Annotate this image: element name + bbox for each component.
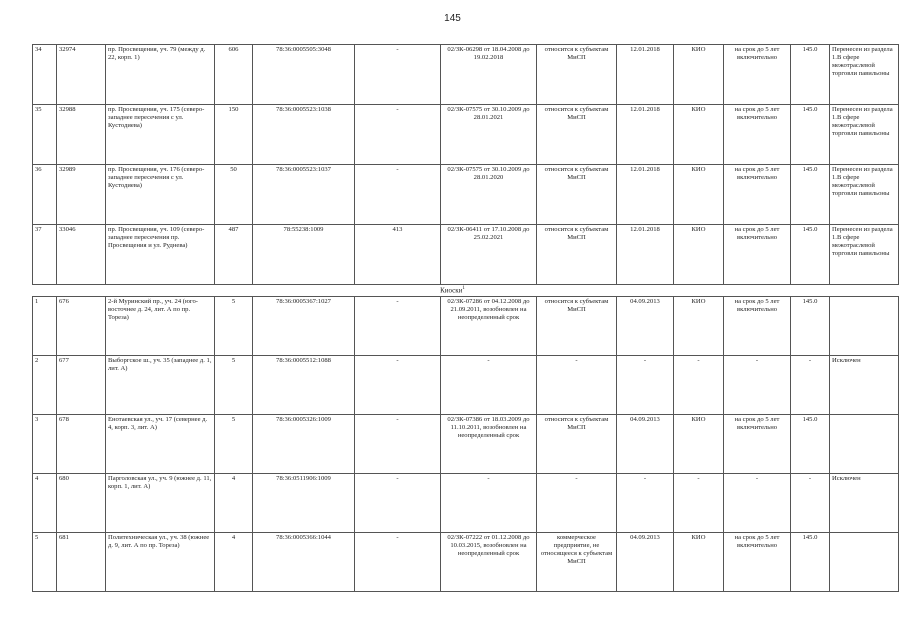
cell-contract: - xyxy=(441,474,537,533)
cell-authority: - xyxy=(674,474,724,533)
cell-term: на срок до 5 лет включительно xyxy=(724,165,791,225)
cell-note: Перенесен из раздела 1.В сфере межотраслевой торговли павильоны xyxy=(830,45,899,105)
table-row xyxy=(33,474,899,533)
cell-note: Исключен xyxy=(830,356,899,415)
cell-address: Политехническая ул., уч. 38 (южнее д. 9, лит. А по пр. Тореза) xyxy=(106,533,215,592)
cell-cadastral-number: 78:36:0005366:1044 xyxy=(253,533,355,592)
cell-note: Исключен xyxy=(830,474,899,533)
cell-subject-type: относится к субъектам МиСП xyxy=(537,165,617,225)
cell-number: 2 xyxy=(33,356,57,415)
cell-area-alt: - xyxy=(355,533,441,592)
table-row xyxy=(33,415,899,474)
cell-number: 36 xyxy=(33,165,57,225)
cell-number: 1 xyxy=(33,297,57,356)
cell-cadastral-number: 78:36:0005523:1037 xyxy=(253,165,355,225)
cell-code: 145.0 xyxy=(791,45,830,105)
cell-cadastral-number: 78:36:0005326:1009 xyxy=(253,415,355,474)
cell-authority: КИО xyxy=(674,415,724,474)
cell-code: 145.0 xyxy=(791,533,830,592)
cell-subject-type: относится к субъектам МиСП xyxy=(537,45,617,105)
cell-address: Выборгское ш., уч. 35 (западнее д. 1, лит. А) xyxy=(106,356,215,415)
cell-date: 12.01.2018 xyxy=(617,225,674,285)
registry-table-pavilions xyxy=(32,44,899,285)
cell-area-alt: - xyxy=(355,415,441,474)
cell-code: 145.0 xyxy=(791,225,830,285)
cell-cadastral-number: 78:36:0005505:3048 xyxy=(253,45,355,105)
cell-subject-type: - xyxy=(537,356,617,415)
cell-code: - xyxy=(791,356,830,415)
cell-term: на срок до 5 лет включительно xyxy=(724,533,791,592)
table-row xyxy=(33,356,899,415)
cell-address: пр. Просвещения, уч. 175 (северо-западнее пересечения с ул. Кустодиева) xyxy=(106,105,215,165)
cell-object-id: 32989 xyxy=(57,165,106,225)
cell-area-alt: - xyxy=(355,474,441,533)
cell-object-id: 681 xyxy=(57,533,106,592)
cell-subject-type: - xyxy=(537,474,617,533)
table-row xyxy=(33,533,899,592)
cell-cadastral-number: 78:55238:1009 xyxy=(253,225,355,285)
cell-number: 35 xyxy=(33,105,57,165)
cell-authority: КИО xyxy=(674,533,724,592)
cell-area: 5 xyxy=(215,297,253,356)
cell-date: 12.01.2018 xyxy=(617,45,674,105)
cell-address: Парголовская ул., уч. 9 (южнее д. 11, корп. 1, лит. А) xyxy=(106,474,215,533)
cell-area-alt: - xyxy=(355,165,441,225)
cell-object-id: 32988 xyxy=(57,105,106,165)
cell-note xyxy=(830,533,899,592)
cell-number: 37 xyxy=(33,225,57,285)
table-row xyxy=(33,105,899,165)
cell-area: 606 xyxy=(215,45,253,105)
cell-code: 145.0 xyxy=(791,105,830,165)
cell-date: - xyxy=(617,474,674,533)
cell-cadastral-number: 78:36:0005512:1088 xyxy=(253,356,355,415)
cell-address: пр. Просвещения, уч. 176 (северо-западнее пересечения с ул. Кустодиева) xyxy=(106,165,215,225)
registry-table-kiosks xyxy=(32,296,899,592)
cell-area-alt: - xyxy=(355,45,441,105)
cell-address: Енотаевская ул., уч. 17 (севернее д. 4, корп. 3, лит. А) xyxy=(106,415,215,474)
cell-number: 3 xyxy=(33,415,57,474)
cell-code: 145.0 xyxy=(791,165,830,225)
cell-contract: 02/ЗК-07286 от 04.12.2008 до 21.09.2011, возобновлен на неопределенный срок xyxy=(441,297,537,356)
cell-contract: 02/ЗК-06298 от 18.04.2008 до 19.02.2018 xyxy=(441,45,537,105)
cell-area: 5 xyxy=(215,356,253,415)
cell-address: 2-й Муринский пр., уч. 24 (юго-восточнее д. 24, лит. А по пр. Тореза) xyxy=(106,297,215,356)
cell-address: пр. Просвещения, уч. 79 (между д. 22, корп. 1) xyxy=(106,45,215,105)
cell-contract: 02/ЗК-07575 от 30.10.2009 до 28.01.2021 xyxy=(441,105,537,165)
cell-date: 04.09.2013 xyxy=(617,297,674,356)
cell-object-id: 678 xyxy=(57,415,106,474)
cell-note xyxy=(830,415,899,474)
cell-number: 5 xyxy=(33,533,57,592)
cell-cadastral-number: 78:36:0005367:1027 xyxy=(253,297,355,356)
cell-term: на срок до 5 лет включительно xyxy=(724,297,791,356)
cell-term: на срок до 5 лет включительно xyxy=(724,415,791,474)
cell-subject-type: относится к субъектам МиСП xyxy=(537,105,617,165)
cell-date: - xyxy=(617,356,674,415)
cell-number: 34 xyxy=(33,45,57,105)
cell-object-id: 33046 xyxy=(57,225,106,285)
cell-authority: КИО xyxy=(674,225,724,285)
cell-contract: - xyxy=(441,356,537,415)
cell-contract: 02/ЗК-07575 от 30.10.2009 до 28.01.2020 xyxy=(441,165,537,225)
table-row xyxy=(33,225,899,285)
cell-code: 145.0 xyxy=(791,297,830,356)
cell-date: 04.09.2013 xyxy=(617,415,674,474)
cell-area-alt: - xyxy=(355,356,441,415)
cell-address: пр. Просвещения, уч. 109 (северо-западнее пересечения пр. Просвещения и ул. Руднева) xyxy=(106,225,215,285)
table-row xyxy=(33,297,899,356)
cell-subject-type: относится к субъектам МиСП xyxy=(537,225,617,285)
cell-area: 4 xyxy=(215,533,253,592)
cell-note: Перенесен из раздела 1.В сфере межотраслевой торговли павильоны xyxy=(830,165,899,225)
cell-subject-type: относится к субъектам МиСП xyxy=(537,297,617,356)
cell-term: - xyxy=(724,474,791,533)
cell-object-id: 32974 xyxy=(57,45,106,105)
cell-area-alt: - xyxy=(355,105,441,165)
cell-area: 4 xyxy=(215,474,253,533)
cell-number: 4 xyxy=(33,474,57,533)
cell-area: 487 xyxy=(215,225,253,285)
cell-area: 50 xyxy=(215,165,253,225)
cell-term: на срок до 5 лет включительно xyxy=(724,225,791,285)
cell-term: на срок до 5 лет включительно xyxy=(724,45,791,105)
cell-contract: 02/ЗК-07222 от 01.12.2008 до 10.03.2015, возобновлен на неопределенный срок xyxy=(441,533,537,592)
cell-contract: 02/ЗК-06411 от 17.10.2008 до 25.02.2021 xyxy=(441,225,537,285)
cell-object-id: 676 xyxy=(57,297,106,356)
cell-authority: КИО xyxy=(674,165,724,225)
table-row xyxy=(33,165,899,225)
cell-authority: КИО xyxy=(674,105,724,165)
cell-date: 12.01.2018 xyxy=(617,105,674,165)
section-title: Киоски$^1$ xyxy=(440,286,465,295)
cell-area: 5 xyxy=(215,415,253,474)
cell-cadastral-number: 78:36:0005523:1038 xyxy=(253,105,355,165)
cell-object-id: 677 xyxy=(57,356,106,415)
cell-note: Перенесен из раздела 1.В сфере межотраслевой торговли павильоны xyxy=(830,225,899,285)
cell-term: на срок до 5 лет включительно xyxy=(724,105,791,165)
cell-term: - xyxy=(724,356,791,415)
cell-note: Перенесен из раздела 1.В сфере межотраслевой торговли павильоны xyxy=(830,105,899,165)
cell-authority: КИО xyxy=(674,45,724,105)
cell-date: 04.09.2013 xyxy=(617,533,674,592)
table-row xyxy=(33,45,899,105)
cell-note xyxy=(830,297,899,356)
cell-authority: - xyxy=(674,356,724,415)
page-number: 145 xyxy=(444,13,461,24)
cell-object-id: 680 xyxy=(57,474,106,533)
cell-contract: 02/ЗК-07386 от 18.03.2009 до 11.10.2011, возобновлен на неопределенный срок xyxy=(441,415,537,474)
cell-area-alt: 413 xyxy=(355,225,441,285)
cell-subject-type: относится к субъектам МиСП xyxy=(537,415,617,474)
cell-authority: КИО xyxy=(674,297,724,356)
cell-date: 12.01.2018 xyxy=(617,165,674,225)
cell-cadastral-number: 78:36:0511906:1009 xyxy=(253,474,355,533)
cell-area: 150 xyxy=(215,105,253,165)
cell-code: - xyxy=(791,474,830,533)
cell-code: 145.0 xyxy=(791,415,830,474)
cell-subject-type: коммерческое предприятие, не относящееся к субъектам МиСП xyxy=(537,533,617,592)
cell-area-alt: - xyxy=(355,297,441,356)
